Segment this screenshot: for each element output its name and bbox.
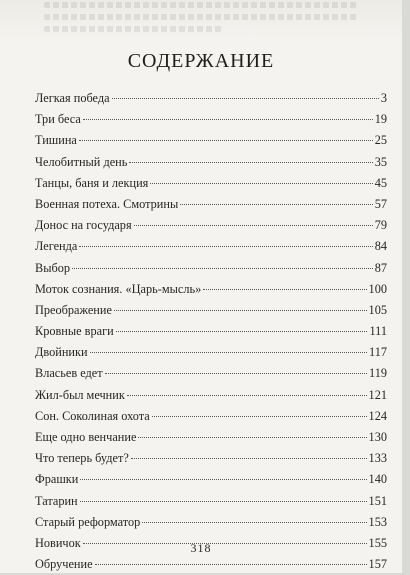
dot-leader: [83, 119, 373, 120]
dot-leader: [72, 268, 373, 269]
toc-entry-page: 105: [368, 302, 387, 317]
toc-entry: [35, 279, 387, 300]
toc-entry: [35, 321, 387, 342]
toc-entry-title: Старый реформатор: [35, 514, 141, 529]
toc-entry: [35, 215, 387, 236]
dot-leader: [129, 162, 372, 163]
dot-leader: [127, 395, 367, 396]
toc-entry: [35, 448, 387, 469]
toc-entry-title: Фрашки: [35, 472, 79, 487]
toc-entry-title: Жил-был мечник: [35, 387, 125, 402]
dot-leader: [114, 310, 367, 311]
toc-entry-page: 140: [368, 472, 387, 487]
dot-leader: [152, 416, 367, 417]
toc-entry: [35, 469, 387, 490]
toc-entry: [35, 88, 387, 109]
toc-entry-title: Легенда: [35, 239, 78, 254]
toc-entry-page: 79: [374, 218, 387, 233]
toc-entry-page: 87: [374, 260, 387, 275]
toc-entry: [35, 194, 387, 215]
dot-leader: [80, 501, 367, 502]
toc-entry-title: Тишина: [35, 133, 77, 148]
toc-entry-title: Обручение: [35, 557, 93, 572]
toc-entry-page: 130: [368, 430, 387, 444]
page-number: 318: [190, 541, 212, 555]
dot-leader: [180, 204, 372, 205]
toc-entry-page: 84: [374, 239, 387, 254]
toc-entry-title: Моток сознания. «Царь-мысль»: [35, 281, 202, 296]
toc-entry-page: 121: [368, 387, 387, 402]
toc-entry-title: Что теперь будет?: [35, 451, 129, 466]
dot-leader: [116, 331, 368, 332]
toc-entry-page: 117: [369, 345, 387, 360]
dot-leader: [105, 373, 367, 374]
toc-entry-title: Танцы, баня и лекция: [35, 175, 149, 190]
dot-leader: [203, 289, 366, 290]
toc-entry-page: 57: [374, 196, 387, 211]
toc-entry-page: 35: [374, 154, 387, 169]
toc-entry-title: Сон. Соколиная охота: [35, 408, 150, 423]
toc-entry: [35, 491, 387, 512]
toc-entry-title: Двойники: [35, 345, 88, 360]
toc-entry-title: Легкая победа: [35, 91, 110, 105]
toc-entry-page: 157: [368, 557, 387, 572]
bleed-line: [44, 26, 222, 32]
toc-entry-title: Власьев едет: [35, 366, 103, 381]
dot-leader: [142, 522, 366, 523]
toc-entry-title: Новичок: [35, 535, 81, 550]
toc-entry-page: 19: [374, 112, 387, 127]
toc-entry-page: 111: [369, 324, 387, 339]
dot-leader: [134, 225, 373, 226]
toc-entry-page: 3: [380, 91, 387, 105]
dot-leader: [79, 140, 373, 141]
toc-entry: [35, 342, 387, 363]
toc-entry-title: Еще одно венчание: [35, 430, 137, 444]
toc-entry-page: 155: [368, 535, 387, 550]
toc-entry-title: Преображение: [35, 302, 112, 317]
toc-entry: [35, 152, 387, 173]
toc-entry-title: Выбор: [35, 260, 71, 275]
dot-leader: [138, 437, 366, 438]
toc-entry-page: 124: [368, 408, 387, 423]
toc-entry: [35, 236, 387, 257]
toc-entry: [35, 427, 387, 448]
toc-entry-title: Донос на государя: [35, 218, 132, 233]
contents-heading: СОДЕРЖАНИЕ: [127, 50, 275, 72]
dot-leader: [95, 564, 367, 565]
bleed-line: [44, 2, 358, 8]
toc-entry-page: 45: [374, 175, 387, 190]
toc-entry-page: 151: [368, 493, 387, 508]
toc-entry: [35, 109, 387, 130]
toc-entry-title: Челобитный день: [35, 154, 128, 169]
toc-entry-page: 25: [374, 133, 387, 148]
toc-entry-title: Кровные враги: [35, 324, 114, 339]
previous-page-bleed-through: [0, 0, 402, 40]
toc-entry: [35, 363, 387, 384]
dot-leader: [112, 98, 379, 99]
dot-leader: [79, 246, 372, 247]
toc-entry: [35, 300, 387, 321]
toc-entry: [35, 406, 387, 427]
toc-entry-page: 119: [369, 366, 387, 381]
toc-entry: [35, 130, 387, 151]
toc-entry-page: 100: [368, 281, 387, 296]
toc-entry-title: Татарин: [35, 493, 78, 508]
dot-leader: [80, 479, 366, 480]
toc-entry: [35, 173, 387, 194]
dot-leader: [90, 352, 367, 353]
toc-entry: [35, 258, 387, 279]
toc-entry-title: Три беса: [35, 112, 81, 127]
toc-entry-page: 133: [368, 451, 387, 466]
dot-leader: [150, 183, 372, 184]
table-of-contents: [35, 88, 387, 575]
toc-entry: [35, 385, 387, 406]
toc-entry-page: 153: [368, 514, 387, 529]
toc-entry-title: Военная потеха. Смотрины: [35, 196, 179, 211]
toc-entry: [35, 512, 387, 533]
dot-leader: [131, 458, 367, 459]
bleed-line: [44, 14, 358, 20]
toc-entry: [35, 554, 387, 575]
